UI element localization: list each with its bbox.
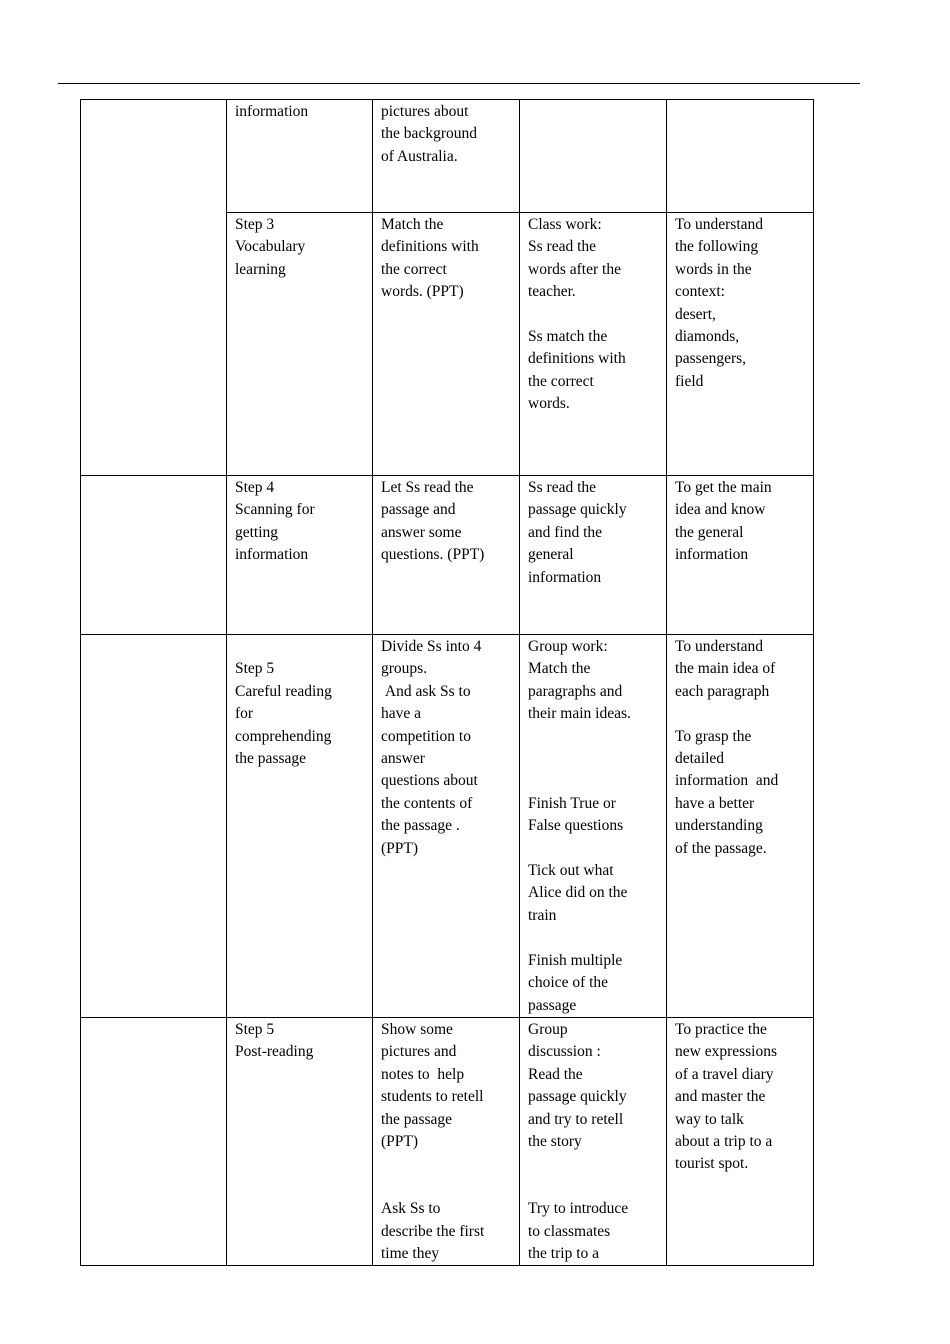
teacher-activity-cell: Show some pictures and notes to help students to retell the passage (PPT) Ask Ss to describe the first time they xyxy=(373,1017,520,1265)
step-cell: Step 5 Post-reading xyxy=(227,1017,373,1265)
table-row xyxy=(81,213,814,476)
purpose-cell: To understand the main idea of each paragraph To grasp the detailed information and have a better understanding of the passage. xyxy=(667,635,814,1018)
table-row xyxy=(81,476,814,635)
step-cell: Step 5 Careful reading for comprehending the passage xyxy=(227,635,373,1018)
table-row xyxy=(81,635,814,1018)
section-cell xyxy=(81,476,227,635)
step-cell: information xyxy=(227,100,373,213)
teacher-activity-cell: Divide Ss into 4 groups. And ask Ss to have a competition to answer questions about the contents of the passage . (PPT) xyxy=(373,635,520,1018)
header-rule xyxy=(58,83,860,84)
purpose-cell: To get the main idea and know the general information xyxy=(667,476,814,635)
student-activity-cell: Ss read the passage quickly and find the general information xyxy=(520,476,667,635)
student-activity-cell xyxy=(520,100,667,213)
step-cell: Step 4 Scanning for getting information xyxy=(227,476,373,635)
section-cell xyxy=(81,1017,227,1265)
teacher-activity-cell: pictures about the background of Australia. xyxy=(373,100,520,213)
student-activity-cell: Group discussion : Read the passage quickly and try to retell the story Try to introduce to classmates the trip to a xyxy=(520,1017,667,1265)
section-cell xyxy=(81,213,227,476)
section-cell xyxy=(81,100,227,213)
purpose-cell xyxy=(667,100,814,213)
table-row xyxy=(81,100,814,213)
table-row xyxy=(81,1017,814,1265)
student-activity-cell: Class work: Ss read the words after the teacher. Ss match the definitions with the correct words. xyxy=(520,213,667,476)
lesson-plan-table xyxy=(80,99,814,1266)
teacher-activity-cell: Match the definitions with the correct words. (PPT) xyxy=(373,213,520,476)
section-cell xyxy=(81,635,227,1018)
student-activity-cell: Group work: Match the paragraphs and their main ideas. Finish True or False questions Tick out what Alice did on the train Finish multiple choice of the passage xyxy=(520,635,667,1018)
purpose-cell: To practice the new expressions of a travel diary and master the way to talk about a trip to a tourist spot. xyxy=(667,1017,814,1265)
teacher-activity-cell: Let Ss read the passage and answer some questions. (PPT) xyxy=(373,476,520,635)
step-cell: Step 3 Vocabulary learning xyxy=(227,213,373,476)
purpose-cell: To understand the following words in the context: desert, diamonds, passengers, field xyxy=(667,213,814,476)
